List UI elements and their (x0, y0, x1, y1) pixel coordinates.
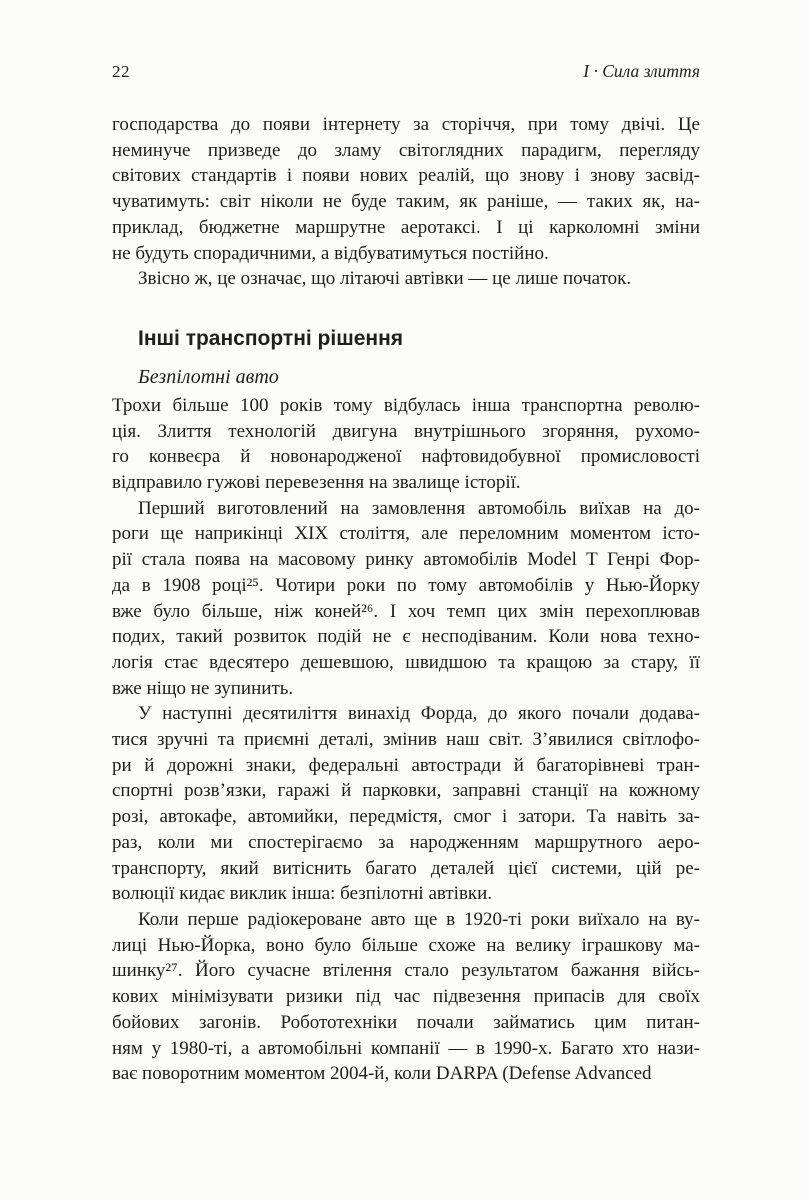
text-line: розі, автокафе, автомийки, передмістя, смог і затори. Та навіть за- (112, 806, 700, 828)
text-line: господарства до появи інтернету за сторіччя, при тому двічі. Це (112, 114, 700, 135)
text-line: раз, коли ми спостерігаємо за народженням маршрутного аеро- (112, 831, 700, 853)
text-line: транспорту, який витіснить багато деталей цієї системи, цій ре- (112, 857, 700, 879)
text-line: подих, такий розвиток подій не є несподіваним. Коли нова техно- (112, 626, 700, 648)
paragraph (112, 393, 700, 496)
paragraph (112, 907, 700, 1087)
text-line: роги ще наприкінці XIX століття, але переломним моментом істо- (112, 523, 700, 545)
text-line: світових стандартів і появи нових реалій, що знову і знову засвід- (112, 165, 700, 187)
text-line: бойових загонів. Робототехніки почали займатись цим питан- (112, 1011, 700, 1033)
text-line: вже ніщо не зупинить. (112, 677, 294, 699)
text-line: го конвеєра й новонародженої нафтовидобувної промисловості (112, 446, 700, 468)
running-header-title: І · Сила злиття (583, 61, 700, 81)
text-line: рії стала поява на масовому ринку автомобілів Model T Генрі Фор- (112, 549, 700, 571)
text-line: відправило гужові перевезення на звалище історії. (112, 472, 521, 494)
section-heading: Інші транспортні рішення (138, 326, 404, 350)
paragraph (112, 112, 700, 266)
body-text (112, 112, 700, 1087)
text-line: ри й дорожні знаки, федеральні автостради й багаторівневі тран- (112, 754, 700, 776)
text-line: шинку²⁷. Його сучасне втілення стало результатом бажання війсь- (112, 960, 700, 982)
text-line: волюції кидає виклик інша: безпілотні автівки. (112, 883, 493, 905)
page-number: 22 (112, 62, 130, 81)
text-line: не будуть спорадичними, а відбуватимуться постійно. (112, 242, 549, 264)
text-line: кових мінімізувати ризики під час підвезення припасів для своїх (112, 986, 700, 1008)
text-line: да в 1908 році²⁵. Чотири роки по тому автомобілів у Нью-Йорку (112, 574, 700, 596)
paragraph (112, 266, 700, 292)
text-line: логія стає вдесятеро дешевшою, швидшою та кращою за стару, її (112, 651, 700, 673)
page-header (112, 61, 700, 82)
text-line: У наступні десятиліття винахід Форда, до якого почали додава- (138, 703, 700, 725)
text-line: вже було більше, ніж коней²⁶. І хоч темп цих змін перехоплював (112, 600, 700, 622)
text-line: тися зручні та приємні деталі, змінив наш світ. З’явилися світлофо- (112, 729, 700, 751)
text-line: ція. Злиття технологій двигуна внутрішнього згоряння, рухомо- (112, 420, 700, 442)
text-line: Трохи більше 100 років тому відбулась інша транспортна револю- (112, 394, 700, 416)
text-line: спортні розв’язки, гаражі й парковки, заправні станції на кожному (112, 780, 700, 802)
text-line: Звісно ж, це означає, що літаючі автівки — це лише початок. (138, 268, 632, 290)
text-line: чуватимуть: світ ніколи не буде таким, як раніше, — таких як, на- (112, 191, 700, 213)
paragraph (112, 701, 700, 907)
text-line: ває поворотним моментом 2004-й, коли DARPA (Defense Advanced (112, 1063, 652, 1085)
text-line: Коли перше радіокероване авто ще в 1920-ті роки виїхало на ву- (138, 908, 700, 930)
text-line: лиці Нью-Йорка, воно було більше схоже на велику іграшкову ма- (112, 934, 700, 956)
subsection-heading: Безпілотні авто (138, 365, 279, 388)
text-line: неминуче призведе до зламу світоглядних парадигм, перегляду (112, 139, 700, 161)
text-line: Перший виготовлений на замовлення автомобіль виїхав на до- (138, 497, 700, 519)
text-line: ням у 1980-ті, а автомобільні компанії — в 1990-х. Багато хто нази- (112, 1037, 700, 1059)
paragraph (112, 496, 700, 702)
text-line: приклад, бюджетне маршрутне аеротаксі. І ці карколомні зміни (112, 216, 700, 238)
